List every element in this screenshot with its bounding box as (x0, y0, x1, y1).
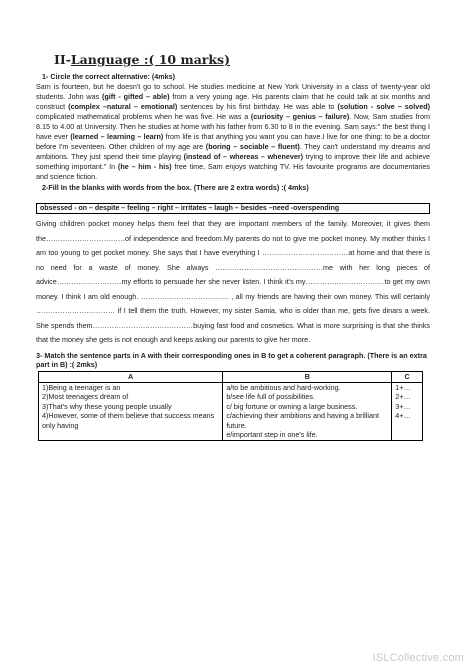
col-b-item: c/achieving their ambitions and having a brilliant future. (226, 411, 379, 430)
col-a-item: 1)Being a teenager is an (42, 382, 121, 392)
col-c-item: 3+… (395, 401, 411, 411)
col-c-item: 4+… (395, 411, 411, 421)
passage-text: trying to improve their life and achieve something important." In (36, 152, 430, 171)
col-c-header: C (392, 371, 423, 382)
col-a-item: 3)That's why these young people usually (42, 401, 172, 411)
section1-paragraph (36, 82, 430, 182)
passage-text: complicated mathematical problems when he was five. He was a (36, 112, 251, 121)
col-b-header: B (223, 371, 392, 382)
site-watermark: ISLCollective.com (372, 652, 464, 664)
answer-options: (complex –natural – emotional) (68, 102, 178, 111)
answer-options: (he – him - his) (117, 162, 172, 171)
col-a-cell (39, 382, 223, 441)
col-b-cell (223, 382, 392, 441)
answer-options: (solution - solve – solved) (337, 102, 430, 111)
heading-prefix: II- (54, 52, 71, 67)
matching-table (38, 371, 423, 442)
col-b-item: e/important step in one's life. (226, 430, 318, 440)
section2-paragraph: Giving children pocket money helps them feel that they are important members of the family. Moreover, it gives them the……………………………of independence and freedom.My parents do not to give me pocket money. My mother thinks I am too young to get pocket money. She says that I have everything I ………………………………at home and that there is no need for a waste of money. She always ………………………………………me with her long pieces of advice………………………my efforts to persuade her she never listen. I think it's my……………………………to get my own money. I think I am old enough. ………………………………. , all my friends are having their own money. This will certainly …………………………… if I tell them the truth. However, my sister Samia, who is older than me, gets five dinars a week. She spends them……………………………………buying fast food and cosmetics. What is more surprising is that she thinks that the money she gets is not enough and keeps asking our parents to give her more. (36, 219, 430, 344)
col-a-header: A (39, 371, 223, 382)
language-heading (54, 52, 430, 67)
passage-text: free time, Sam enjoys watching TV. His favourite programs are documentaries and science fiction. (36, 162, 431, 181)
col-a-item: 4)However, some of them believe that success means only having (42, 411, 215, 430)
word-box: obsessed - on – despite – feeling – right – irritates – laugh – besides –need -overspending (36, 203, 430, 214)
passage-text: . They can't understand my dreams and ambitions. They just spend their time playing (36, 142, 431, 161)
col-a-item: 2)Most teenagers dream of (42, 392, 129, 402)
heading-title: Language :( 10 marks) (70, 52, 230, 67)
passage-text: Sam is fourteen, but he doesn't go to school. He studies medicine at New York University in a class of twenty-year old students. John was (36, 82, 430, 101)
passage-text: from life is that anything you want you can have.I live for one thing: to be a doctor before I'm seventeen. Other children of my age are (36, 132, 430, 151)
col-b-item: c/ big fortune or owning a large business. (226, 401, 358, 411)
answer-options: (curiosity – genius – failure) (250, 112, 350, 121)
col-c-cell (392, 382, 423, 441)
section3-title: 3- Match the sentence parts in A with their corresponding ones in B to get a coherent paragraph. (There is an extra part in B) :( 2mks) (36, 350, 427, 369)
col-c-item: 2+… (395, 392, 411, 402)
answer-options: (instead of – whereas – whenever) (183, 152, 304, 161)
section1-title: 1- Circle the correct alternative: (4mks) (42, 72, 176, 81)
passage-text: sentences by his first birthday. He was able to (177, 102, 338, 111)
col-b-item: a/to be ambitious and hard-working. (226, 382, 341, 392)
col-b-item: b/see life full of possibilities. (226, 392, 316, 402)
passage-text: from a very young age. His parents claim that he could talk at six months and construct (36, 92, 430, 111)
answer-options: (boring – sociable – fluent) (205, 142, 300, 151)
col-c-item: 1+… (395, 382, 411, 392)
answer-options: (gift - gifted – able) (102, 92, 170, 101)
answer-options: (learned – learning – learn) (70, 132, 164, 141)
passage-text: . Now, Sam studies from 8.15 to 4.00 at University. Then he studies at home with his father from 6.30 to 8 in the evening. Sam says:" the best thing I have ever (36, 112, 430, 141)
section2-title: 2-Fill In the blanks with words from the box. (There are 2 extra words) :( 4mks) (42, 183, 309, 192)
worksheet-page (36, 52, 430, 441)
